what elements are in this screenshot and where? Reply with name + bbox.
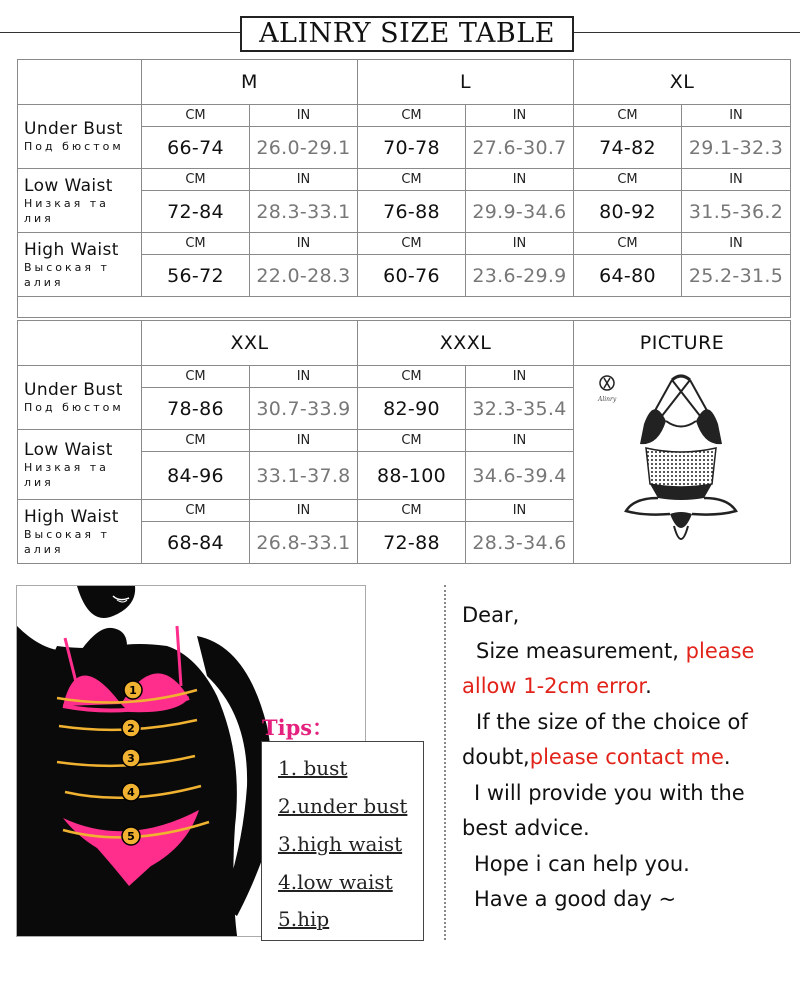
svg-text:4: 4 <box>127 786 135 799</box>
svg-text:3: 3 <box>127 752 135 765</box>
unit-in: IN <box>682 105 791 127</box>
unit-in: IN <box>466 430 574 452</box>
value-cell: 88-100 <box>358 452 466 500</box>
svg-text:1: 1 <box>129 684 137 697</box>
svg-text:5: 5 <box>127 830 135 843</box>
message-line-advice: I will provide you with the best advice. <box>462 780 745 840</box>
unit-in: IN <box>682 233 791 255</box>
marker-1 <box>124 681 142 699</box>
message-greeting: Dear, <box>462 603 520 627</box>
value-cell: 33.1-37.8 <box>250 452 358 500</box>
value-cell: 70-78 <box>358 127 466 169</box>
message-line-error: Size measurement, please allow 1-2cm error. <box>462 638 755 698</box>
corner-cell <box>18 321 142 366</box>
value-cell: 27.6-30.7 <box>466 127 574 169</box>
unit-cm: CM <box>574 169 682 191</box>
value-cell: 56-72 <box>142 255 250 297</box>
svg-text:2: 2 <box>127 722 135 735</box>
unit-cm: CM <box>142 169 250 191</box>
title-rule-left <box>0 32 240 33</box>
unit-cm: CM <box>574 105 682 127</box>
value-cell: 34.6-39.4 <box>466 452 574 500</box>
row-label-under-bust: Under Bust Под бюстом <box>18 105 142 169</box>
product-picture-cell <box>574 366 791 564</box>
table-row <box>18 169 791 191</box>
size-header-xl: XL <box>574 60 791 105</box>
corner-cell <box>18 60 142 105</box>
tip-low-waist: 4.low waist <box>278 870 393 894</box>
tip-high-waist: 3.high waist <box>278 832 403 856</box>
table-row <box>18 105 791 127</box>
value-cell: 31.5-36.2 <box>682 191 791 233</box>
value-cell: 76-88 <box>358 191 466 233</box>
tips-box <box>261 741 424 941</box>
unit-in: IN <box>250 366 358 388</box>
unit-in: IN <box>250 233 358 255</box>
seller-message <box>462 598 792 918</box>
tip-bust: 1. bust <box>278 756 348 780</box>
bodysuit-picture <box>574 366 791 564</box>
size-header-m: M <box>142 60 358 105</box>
value-cell: 78-86 <box>142 388 250 430</box>
unit-in: IN <box>250 500 358 522</box>
value-cell: 26.8-33.1 <box>250 522 358 564</box>
value-cell: 60-76 <box>358 255 466 297</box>
value-cell: 28.3-33.1 <box>250 191 358 233</box>
value-cell: 29.1-32.3 <box>682 127 791 169</box>
table-spacer <box>18 297 791 318</box>
row-label-low-waist: Low Waist Низкая та лия <box>18 430 142 500</box>
unit-cm: CM <box>142 430 250 452</box>
unit-in: IN <box>466 233 574 255</box>
unit-in: IN <box>466 500 574 522</box>
value-cell: 22.0-28.3 <box>250 255 358 297</box>
unit-cm: CM <box>358 500 466 522</box>
unit-cm: CM <box>142 233 250 255</box>
size-header-xxl: XXL <box>142 321 358 366</box>
table-row <box>18 233 791 255</box>
unit-in: IN <box>250 169 358 191</box>
value-cell: 74-82 <box>574 127 682 169</box>
unit-in: IN <box>682 169 791 191</box>
unit-cm: CM <box>142 500 250 522</box>
message-line-goodday: Have a good day ~ <box>474 887 677 911</box>
value-cell: 32.3-35.4 <box>466 388 574 430</box>
svg-text:Alinry: Alinry <box>598 396 617 403</box>
value-cell: 29.9-34.6 <box>466 191 574 233</box>
tips-label: Tips： <box>262 715 334 740</box>
unit-in: IN <box>466 366 574 388</box>
unit-in: IN <box>250 430 358 452</box>
tip-under-bust: 2.under bust <box>278 794 408 818</box>
value-cell: 82-90 <box>358 388 466 430</box>
row-label-high-waist: High Waist Высокая т алия <box>18 233 142 297</box>
value-cell: 72-88 <box>358 522 466 564</box>
brand-logo <box>597 376 617 403</box>
unit-cm: CM <box>358 105 466 127</box>
message-line-hope: Hope i can help you. <box>474 851 690 876</box>
unit-in: IN <box>466 105 574 127</box>
unit-cm: CM <box>358 233 466 255</box>
value-cell: 28.3-34.6 <box>466 522 574 564</box>
table-row <box>18 366 791 388</box>
value-cell: 72-84 <box>142 191 250 233</box>
size-header-xxxl: XXXL <box>358 321 574 366</box>
value-cell: 80-92 <box>574 191 682 233</box>
size-table-1 <box>17 59 791 318</box>
dotted-divider <box>444 585 446 940</box>
tip-hip: 5.hip <box>278 907 330 931</box>
row-label-high-waist: High Waist Высокая т алия <box>18 500 142 564</box>
value-cell: 66-74 <box>142 127 250 169</box>
unit-in: IN <box>466 169 574 191</box>
marker-4 <box>122 783 140 801</box>
title-bar <box>0 8 800 52</box>
value-cell: 30.7-33.9 <box>250 388 358 430</box>
page-title: ALINRY SIZE TABLE <box>240 16 574 52</box>
title-rule-right <box>574 32 800 33</box>
marker-5 <box>122 827 140 845</box>
message-line-contact: If the size of the choice of doubt,please contact me. <box>462 709 748 769</box>
unit-cm: CM <box>358 430 466 452</box>
row-label-under-bust: Under Bust Под бюстом <box>18 366 142 430</box>
value-cell: 64-80 <box>574 255 682 297</box>
marker-3 <box>122 749 140 767</box>
row-label-low-waist: Low Waist Низкая та лия <box>18 169 142 233</box>
size-table-2 <box>17 320 791 564</box>
size-header-l: L <box>358 60 574 105</box>
unit-cm: CM <box>142 366 250 388</box>
unit-cm: CM <box>358 366 466 388</box>
unit-cm: CM <box>142 105 250 127</box>
value-cell: 26.0-29.1 <box>250 127 358 169</box>
value-cell: 23.6-29.9 <box>466 255 574 297</box>
unit-cm: CM <box>574 233 682 255</box>
value-cell: 68-84 <box>142 522 250 564</box>
value-cell: 25.2-31.5 <box>682 255 791 297</box>
value-cell: 84-96 <box>142 452 250 500</box>
picture-header: PICTURE <box>574 321 791 366</box>
unit-in: IN <box>250 105 358 127</box>
size-header-row <box>18 321 791 366</box>
size-header-row <box>18 60 791 105</box>
unit-cm: CM <box>358 169 466 191</box>
marker-2 <box>122 719 140 737</box>
